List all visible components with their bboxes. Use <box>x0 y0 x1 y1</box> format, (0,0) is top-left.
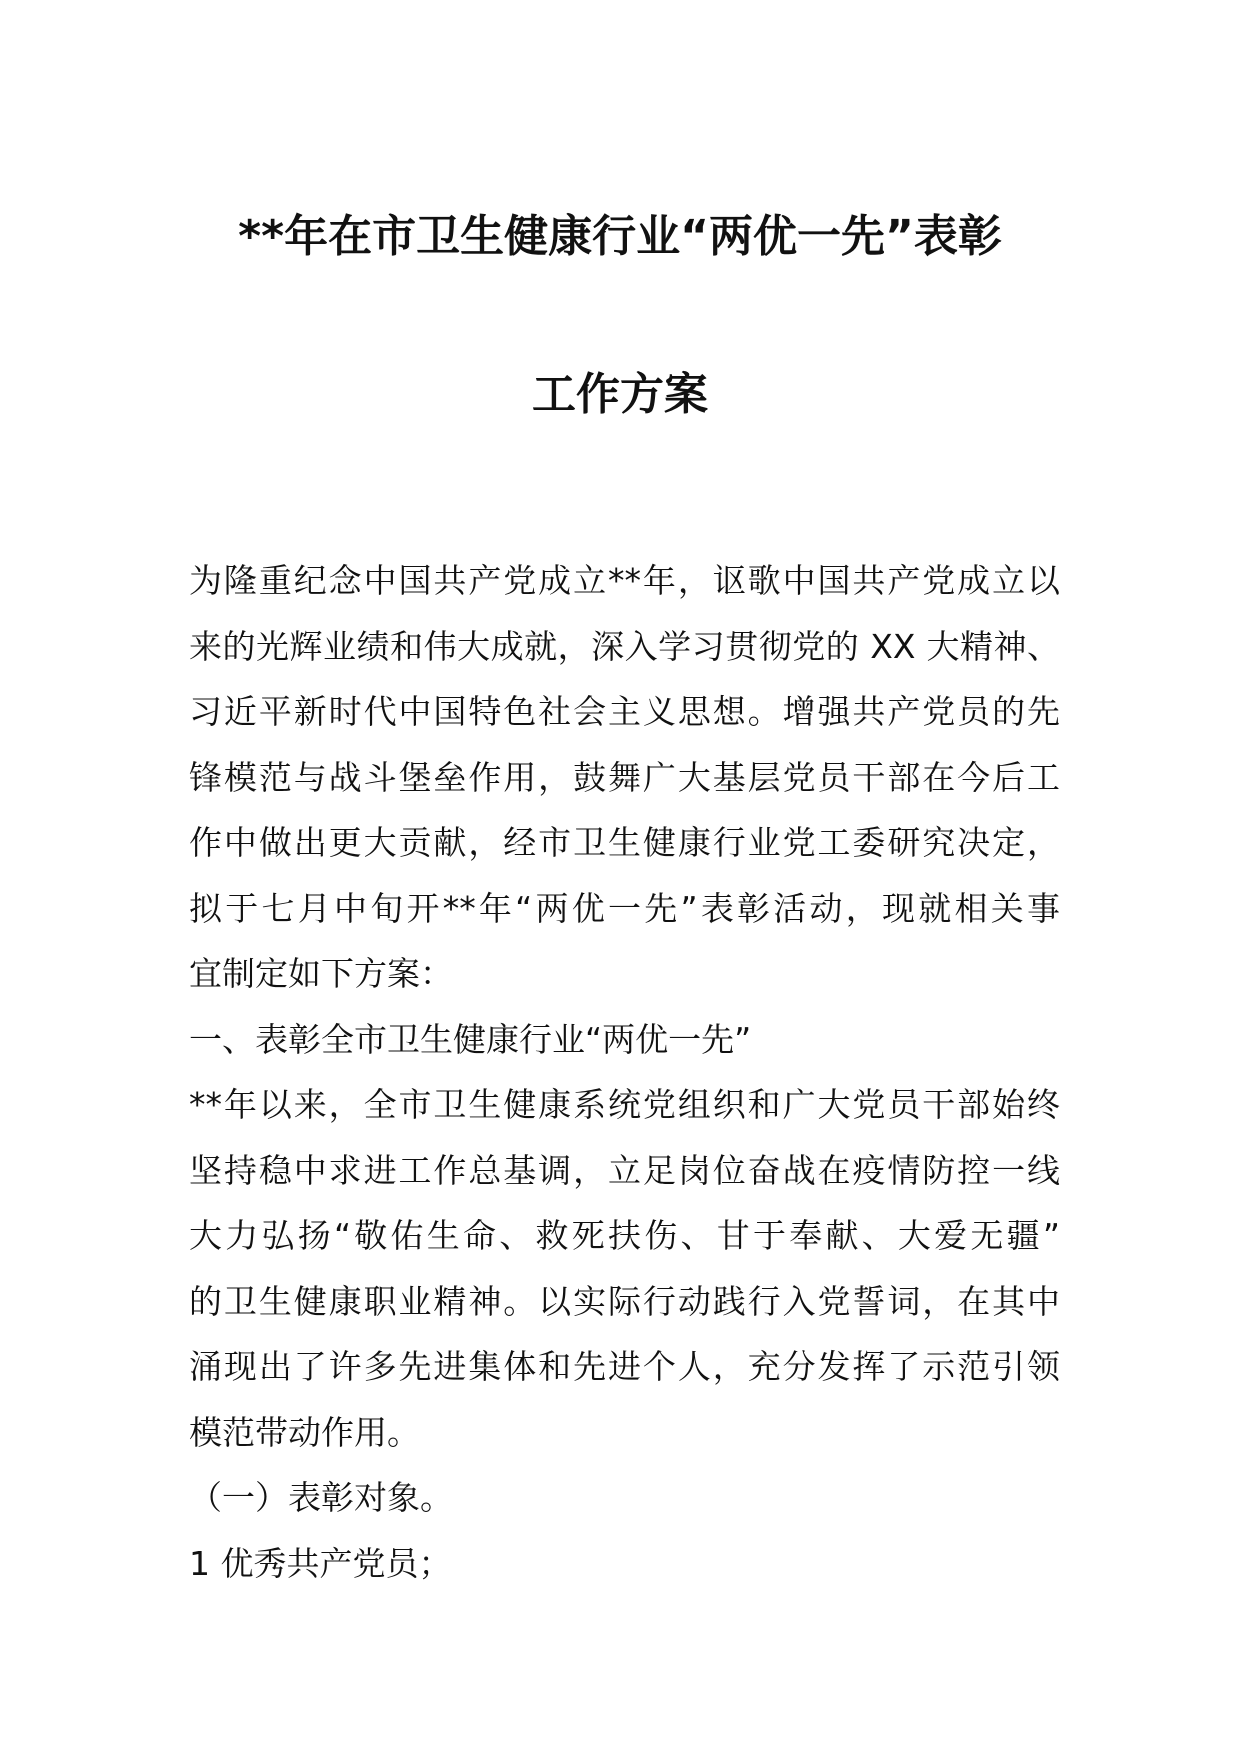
text-line: 来的光辉业绩和伟大成就，深入学习贯彻党的 XX 大精神、 <box>189 626 1060 666</box>
list-item: 1 优秀共产党员； <box>189 1543 452 1583</box>
text-line: 模范带动作用。 <box>189 1412 420 1452</box>
text-line: 大力弘扬“敬佑生命、救死扶伤、甘于奉献、大爱无疆” <box>189 1216 1060 1255</box>
subsection-heading: （一）表彰对象。 <box>189 1478 453 1517</box>
text-line: **年以来，全市卫生健康系统党组织和广大党员干部始终 <box>189 1085 1060 1124</box>
text-line: 的卫生健康职业精神。以实际行动践行入党誓词，在其中 <box>189 1281 1060 1321</box>
text-line: 坚持稳中求进工作总基调，立足岗位奋战在疫情防控一线 <box>189 1150 1060 1190</box>
section-heading: 一、表彰全市卫生健康行业“两优一先” <box>189 1019 752 1059</box>
document-title-line-1: **年在市卫生健康行业“两优一先”表彰 <box>238 211 1002 262</box>
text-line: 宜制定如下方案： <box>189 954 453 993</box>
text-line: 为隆重纪念中国共产党成立**年，讴歌中国共产党成立以 <box>189 561 1060 600</box>
text-line: 涌现出了许多先进集体和先进个人，充分发挥了示范引领 <box>189 1347 1060 1386</box>
document-body <box>189 548 1060 1596</box>
text-line: 锋模范与战斗堡垒作用，鼓舞广大基层党员干部在今后工 <box>189 757 1060 797</box>
text-line: 拟于七月中旬开**年“两优一先”表彰活动，现就相关事 <box>189 888 1060 928</box>
text-line: 习近平新时代中国特色社会主义思想。增强共产党员的先 <box>189 692 1060 731</box>
document-title-line-2: 工作方案 <box>532 369 708 420</box>
text-line: 作中做出更大贡献，经市卫生健康行业党工委研究决定， <box>189 823 1060 862</box>
